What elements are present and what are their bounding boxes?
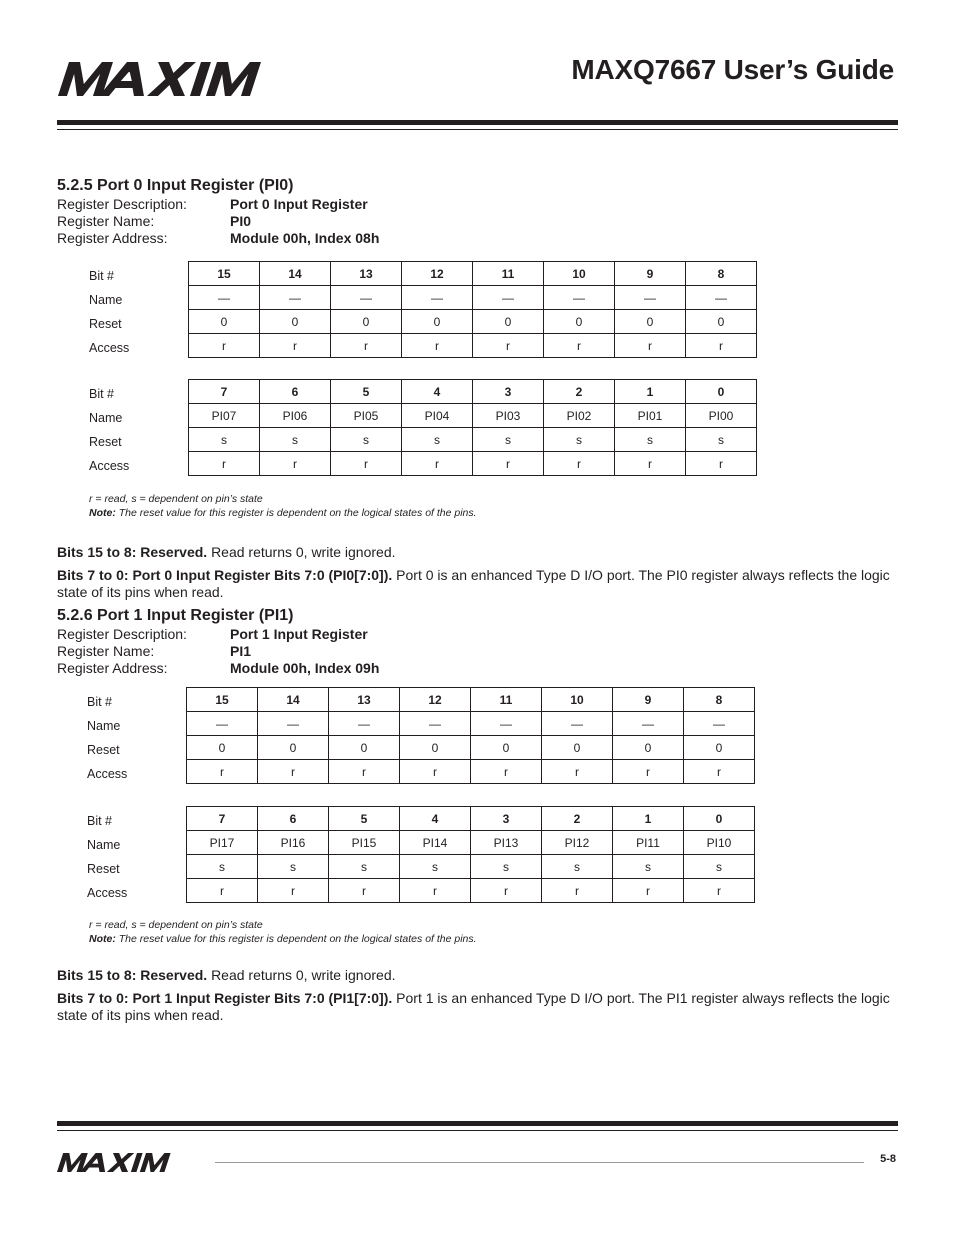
- bit-name-row: [189, 404, 757, 428]
- register-bits-table: [188, 261, 757, 358]
- note-label: Note:: [89, 933, 116, 945]
- row-labels: [87, 811, 127, 907]
- reset-value-cell: 0: [260, 310, 331, 334]
- bit-number-cell: 1: [613, 807, 684, 831]
- access-cell: r: [684, 879, 755, 903]
- register-bits-table: [186, 687, 755, 784]
- access-cell: r: [260, 452, 331, 476]
- reset-value-cell: s: [189, 428, 260, 452]
- access-cell: r: [331, 334, 402, 358]
- bit-number-cell: 0: [686, 380, 757, 404]
- bit-name-cell: PI11: [613, 831, 684, 855]
- section-pi0: [57, 176, 898, 601]
- access-cell: r: [473, 452, 544, 476]
- reset-value-cell: s: [613, 855, 684, 879]
- reset-value-cell: 0: [471, 736, 542, 760]
- row-label-name: Name: [89, 293, 123, 307]
- bit-name-cell: —: [544, 286, 615, 310]
- reset-value-cell: 0: [329, 736, 400, 760]
- access-cell: r: [686, 452, 757, 476]
- section-heading: 5.2.6 Port 1 Input Register (PI1): [57, 607, 294, 624]
- footer-rule: [57, 1121, 898, 1126]
- bit-number-cell: 13: [329, 688, 400, 712]
- note-text: The reset value for this register is dependent on the logical states of the pins.: [118, 507, 477, 519]
- reset-value-cell: s: [187, 855, 258, 879]
- access-cell: r: [331, 452, 402, 476]
- bit-name-cell: PI13: [471, 831, 542, 855]
- access-cell: r: [187, 879, 258, 903]
- reset-value-cell: s: [329, 855, 400, 879]
- bit-number-cell: 15: [189, 262, 260, 286]
- bit-name-cell: —: [615, 286, 686, 310]
- bit-table-high: [57, 266, 898, 362]
- bit-number-cell: 11: [473, 262, 544, 286]
- access-cell: r: [686, 334, 757, 358]
- bit-name-cell: PI12: [542, 831, 613, 855]
- register-bits-table: [188, 379, 757, 476]
- bit-name-cell: —: [187, 712, 258, 736]
- access-cell: r: [684, 760, 755, 784]
- bit-number-cell: 12: [400, 688, 471, 712]
- bit-name-cell: PI16: [258, 831, 329, 855]
- reset-value-cell: 0: [615, 310, 686, 334]
- section-heading: 5.2.5 Port 0 Input Register (PI0): [57, 177, 294, 194]
- access-cell: r: [400, 879, 471, 903]
- bit-name-cell: —: [329, 712, 400, 736]
- bit-number-cell: 15: [187, 688, 258, 712]
- reset-value-cell: 0: [473, 310, 544, 334]
- row-label-name: Name: [89, 411, 123, 425]
- bit-name-cell: PI04: [402, 404, 473, 428]
- register-info: [57, 196, 898, 247]
- access-cell: r: [260, 334, 331, 358]
- row-labels: [89, 266, 129, 362]
- bit-name-cell: PI14: [400, 831, 471, 855]
- reset-value-row: [187, 736, 755, 760]
- access-cell: r: [329, 760, 400, 784]
- bit-number-cell: 5: [329, 807, 400, 831]
- bit-number-cell: 3: [473, 380, 544, 404]
- reset-value-cell: 0: [402, 310, 473, 334]
- bit-number-cell: 13: [331, 262, 402, 286]
- para-bold: Bits 15 to 8: Reserved.: [57, 967, 208, 983]
- access-cell: r: [613, 760, 684, 784]
- para-bold: Bits 7 to 0: Port 1 Input Register Bits 7:0 (PI1[7:0]).: [57, 990, 393, 1006]
- reset-value-cell: 0: [400, 736, 471, 760]
- reset-value-cell: 0: [331, 310, 402, 334]
- para-text: Port 1 is an enhanced Type D I/O port. The PI1 register always reflects the logic state of its pins when read.: [57, 990, 890, 1023]
- bit-name-row: [189, 286, 757, 310]
- para-text: Read returns 0, write ignored.: [211, 967, 396, 983]
- reset-value-cell: 0: [613, 736, 684, 760]
- access-cell: r: [473, 334, 544, 358]
- reset-value-cell: s: [686, 428, 757, 452]
- bit-name-cell: PI15: [329, 831, 400, 855]
- row-labels: [87, 692, 127, 788]
- bit-name-row: [187, 831, 755, 855]
- access-cell: r: [402, 334, 473, 358]
- maxim-footer-logo: [57, 1153, 207, 1172]
- row-label-name: Name: [87, 719, 121, 733]
- bit-name-cell: —: [258, 712, 329, 736]
- document-title: MAXQ7667 User’s Guide: [571, 54, 894, 85]
- row-label-reset: Reset: [87, 862, 120, 876]
- bit-number-cell: 8: [684, 688, 755, 712]
- header-rule-thin: [57, 129, 898, 130]
- register-address-label: Register Address:: [57, 660, 168, 676]
- access-cell: r: [615, 452, 686, 476]
- register-name-label: Register Name:: [57, 643, 155, 659]
- row-labels: [89, 384, 129, 480]
- register-name-label: Register Name:: [57, 213, 155, 229]
- access-cell: r: [187, 760, 258, 784]
- bit-name-cell: PI10: [684, 831, 755, 855]
- note: [57, 506, 898, 520]
- legend: r = read, s = dependent on pin’s state: [89, 493, 263, 505]
- register-info: [57, 626, 898, 677]
- row-label-name: Name: [87, 838, 121, 852]
- reset-value-row: [189, 310, 757, 334]
- bit-number-cell: 4: [402, 380, 473, 404]
- bit-number-cell: 0: [684, 807, 755, 831]
- reset-value-cell: s: [684, 855, 755, 879]
- bit-table-high: [57, 692, 898, 788]
- reset-value-cell: 0: [684, 736, 755, 760]
- reset-value-cell: s: [331, 428, 402, 452]
- bit-name-cell: PI01: [615, 404, 686, 428]
- row-label-bit: Bit #: [89, 387, 115, 401]
- reset-value-cell: s: [473, 428, 544, 452]
- row-label-access: Access: [87, 767, 128, 781]
- bit-number-cell: 8: [686, 262, 757, 286]
- reset-value-cell: 0: [258, 736, 329, 760]
- access-cell: r: [544, 334, 615, 358]
- register-bits-table: [186, 806, 755, 903]
- bit-name-cell: —: [473, 286, 544, 310]
- bit-name-cell: —: [331, 286, 402, 310]
- note: [57, 932, 898, 946]
- reset-value-cell: s: [471, 855, 542, 879]
- bit-number-row: [187, 688, 755, 712]
- reset-value-cell: 0: [544, 310, 615, 334]
- access-cell: r: [258, 760, 329, 784]
- reset-value-cell: s: [615, 428, 686, 452]
- bit-number-cell: 11: [471, 688, 542, 712]
- register-description-value: Port 0 Input Register: [230, 196, 368, 212]
- register-description-label: Register Description:: [57, 626, 187, 642]
- register-name-value: PI1: [230, 643, 252, 659]
- access-cell: r: [400, 760, 471, 784]
- bit-name-cell: —: [402, 286, 473, 310]
- bit-name-cell: —: [684, 712, 755, 736]
- reset-value-cell: s: [400, 855, 471, 879]
- bits-reserved-paragraph: [57, 544, 898, 561]
- reset-value-cell: 0: [686, 310, 757, 334]
- para-bold: Bits 7 to 0: Port 0 Input Register Bits 7:0 (PI0[7:0]).: [57, 567, 393, 583]
- maxim-logo: [58, 62, 326, 96]
- bit-name-cell: PI03: [473, 404, 544, 428]
- row-label-reset: Reset: [87, 743, 120, 757]
- reset-value-cell: s: [402, 428, 473, 452]
- reset-value-cell: s: [260, 428, 331, 452]
- para-text: Port 0 is an enhanced Type D I/O port. The PI0 register always reflects the logic state of its pins when read.: [57, 567, 890, 600]
- row-label-access: Access: [87, 886, 128, 900]
- access-cell: r: [613, 879, 684, 903]
- bit-table-low: [57, 811, 898, 907]
- bit-number-cell: 9: [613, 688, 684, 712]
- reset-value-row: [187, 855, 755, 879]
- access-cell: r: [329, 879, 400, 903]
- bit-number-cell: 3: [471, 807, 542, 831]
- bit-number-cell: 10: [542, 688, 613, 712]
- bit-name-cell: —: [471, 712, 542, 736]
- bit-number-cell: 5: [331, 380, 402, 404]
- footer-rule-thin: [57, 1130, 898, 1131]
- bit-table-low: [57, 384, 898, 480]
- register-address-value: Module 00h, Index 09h: [230, 660, 380, 676]
- register-description-label: Register Description:: [57, 196, 187, 212]
- register-name-value: PI0: [230, 213, 252, 229]
- access-row: [189, 334, 757, 358]
- access-cell: r: [615, 334, 686, 358]
- register-address-label: Register Address:: [57, 230, 168, 246]
- bits-description-paragraph: [57, 567, 898, 601]
- access-row: [187, 879, 755, 903]
- access-cell: r: [189, 334, 260, 358]
- bit-name-cell: —: [260, 286, 331, 310]
- bit-name-cell: PI07: [189, 404, 260, 428]
- bit-name-cell: PI02: [544, 404, 615, 428]
- row-label-bit: Bit #: [89, 269, 115, 283]
- access-row: [189, 452, 757, 476]
- para-bold: Bits 15 to 8: Reserved.: [57, 544, 208, 560]
- bit-number-cell: 2: [542, 807, 613, 831]
- bits-description-paragraph: [57, 990, 898, 1024]
- footer-line: [215, 1162, 864, 1163]
- bit-name-row: [187, 712, 755, 736]
- reset-value-row: [189, 428, 757, 452]
- bit-name-cell: PI05: [331, 404, 402, 428]
- row-label-reset: Reset: [89, 435, 122, 449]
- reset-value-cell: 0: [542, 736, 613, 760]
- access-row: [187, 760, 755, 784]
- bit-number-cell: 4: [400, 807, 471, 831]
- bit-number-cell: 14: [260, 262, 331, 286]
- reset-value-cell: 0: [187, 736, 258, 760]
- header-rule: [57, 120, 898, 125]
- para-text: Read returns 0, write ignored.: [211, 544, 396, 560]
- bit-name-cell: —: [400, 712, 471, 736]
- access-cell: r: [258, 879, 329, 903]
- reset-value-cell: s: [258, 855, 329, 879]
- row-label-reset: Reset: [89, 317, 122, 331]
- row-label-bit: Bit #: [87, 814, 113, 828]
- bit-number-cell: 1: [615, 380, 686, 404]
- row-label-access: Access: [89, 341, 130, 355]
- bit-number-cell: 7: [189, 380, 260, 404]
- reset-value-cell: 0: [189, 310, 260, 334]
- note-label: Note:: [89, 507, 116, 519]
- bit-number-cell: 6: [258, 807, 329, 831]
- bit-name-cell: —: [189, 286, 260, 310]
- page-number: 5-8: [880, 1153, 896, 1165]
- access-cell: r: [471, 879, 542, 903]
- bit-name-cell: —: [542, 712, 613, 736]
- access-cell: r: [402, 452, 473, 476]
- bit-number-cell: 12: [402, 262, 473, 286]
- access-cell: r: [189, 452, 260, 476]
- register-description-value: Port 1 Input Register: [230, 626, 368, 642]
- bits-reserved-paragraph: [57, 967, 898, 984]
- bit-number-row: [187, 807, 755, 831]
- bit-number-cell: 7: [187, 807, 258, 831]
- bit-name-cell: —: [613, 712, 684, 736]
- bit-name-cell: PI06: [260, 404, 331, 428]
- access-cell: r: [542, 879, 613, 903]
- bit-number-cell: 9: [615, 262, 686, 286]
- row-label-access: Access: [89, 459, 130, 473]
- legend: r = read, s = dependent on pin’s state: [89, 919, 263, 931]
- reset-value-cell: s: [542, 855, 613, 879]
- access-cell: r: [542, 760, 613, 784]
- bit-name-cell: PI17: [187, 831, 258, 855]
- bit-name-cell: —: [686, 286, 757, 310]
- register-address-value: Module 00h, Index 08h: [230, 230, 380, 246]
- section-pi1: [57, 606, 898, 1024]
- access-cell: r: [471, 760, 542, 784]
- bit-number-row: [189, 262, 757, 286]
- row-label-bit: Bit #: [87, 695, 113, 709]
- bit-name-cell: PI00: [686, 404, 757, 428]
- bit-number-row: [189, 380, 757, 404]
- reset-value-cell: s: [544, 428, 615, 452]
- bit-number-cell: 2: [544, 380, 615, 404]
- bit-number-cell: 10: [544, 262, 615, 286]
- access-cell: r: [544, 452, 615, 476]
- note-text: The reset value for this register is dependent on the logical states of the pins.: [118, 933, 477, 945]
- bit-number-cell: 6: [260, 380, 331, 404]
- bit-number-cell: 14: [258, 688, 329, 712]
